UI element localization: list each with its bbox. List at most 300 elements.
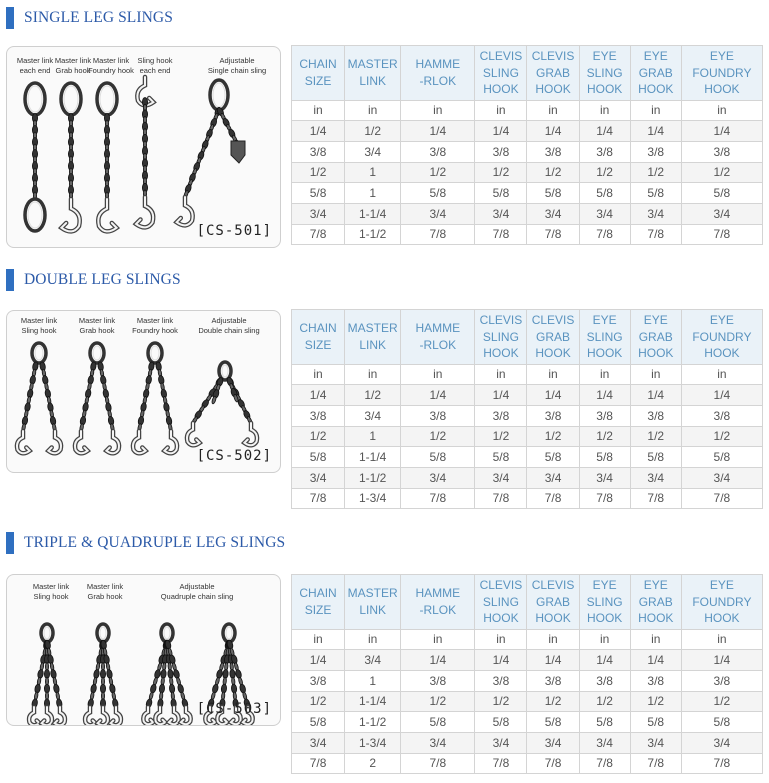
column-header xyxy=(292,310,345,365)
table-row xyxy=(292,100,763,121)
table-cell: 3/8 xyxy=(681,405,762,426)
master-link-highlight xyxy=(213,83,225,107)
table-cell: 3/4 xyxy=(527,203,579,224)
table-cell: in xyxy=(630,364,681,385)
table-cell: 5/8 xyxy=(579,447,630,468)
column-header-line: -RLOK xyxy=(419,602,457,617)
table-cell: 1/4 xyxy=(681,650,762,671)
column-header-line: GRAB xyxy=(638,329,673,344)
table-row xyxy=(292,183,763,204)
table-cell: 5/8 xyxy=(527,447,579,468)
table-cell: 1/2 xyxy=(630,691,681,712)
table-cell: 3/4 xyxy=(527,467,579,488)
table-cell: 1/2 xyxy=(630,162,681,183)
table-cell: 7/8 xyxy=(292,224,345,245)
table-row xyxy=(292,670,763,691)
column-header-line: HOOK xyxy=(535,82,571,96)
column-header-line: EYE xyxy=(643,313,668,327)
column-header xyxy=(630,575,681,630)
table-cell: 3/4 xyxy=(475,203,527,224)
table-cell: 1/2 xyxy=(475,691,527,712)
chain-link xyxy=(212,684,219,694)
master-link-highlight xyxy=(93,346,101,360)
table-row xyxy=(292,426,763,447)
column-header-line: HAMME xyxy=(415,586,461,601)
table-cell: 7/8 xyxy=(630,224,681,245)
column-header-line: CLEVIS xyxy=(479,578,523,592)
section-title xyxy=(6,268,181,292)
table-cell: 3/8 xyxy=(292,405,345,426)
column-header-line: CHAIN xyxy=(299,586,337,601)
table-cell: in xyxy=(345,629,401,650)
table-cell: 1-3/4 xyxy=(345,732,401,753)
table-cell: 3/8 xyxy=(527,670,579,691)
hook-highlight xyxy=(85,707,95,725)
table-cell: in xyxy=(579,629,630,650)
column-header-line: HOOK xyxy=(586,346,623,360)
spec-table xyxy=(291,45,763,245)
column-header-line: GRAB xyxy=(536,65,571,80)
illustration-label: Double chain sling xyxy=(198,326,260,335)
product-code: [CS-503] xyxy=(196,701,272,717)
table-cell: 7/8 xyxy=(401,753,475,774)
table-cell: 3/8 xyxy=(401,670,475,691)
table-row xyxy=(292,121,763,142)
table-cell: 7/8 xyxy=(579,753,630,774)
table-cell: in xyxy=(401,364,475,385)
table-header-row xyxy=(292,310,763,365)
column-header-line: SIZE xyxy=(304,337,332,352)
table-cell: 1/4 xyxy=(292,650,345,671)
illustration-label: Foundry hook xyxy=(132,326,178,335)
table-row xyxy=(292,488,763,509)
table-cell: 1/4 xyxy=(527,385,579,406)
table-cell: 3/4 xyxy=(292,732,345,753)
table-cell: 1 xyxy=(345,183,401,204)
table-cell: 3/8 xyxy=(527,405,579,426)
hook-highlight xyxy=(187,423,200,445)
column-header-line: HOOK xyxy=(483,346,519,360)
table-cell: 1/4 xyxy=(630,121,681,142)
master-link-highlight xyxy=(28,202,42,228)
table-cell: 1/2 xyxy=(527,691,579,712)
column-header-line: HAMME xyxy=(415,321,461,336)
title-accent-bar xyxy=(6,7,14,29)
table-cell: 1/4 xyxy=(401,385,475,406)
table-row xyxy=(292,405,763,426)
grab-hook xyxy=(231,141,245,163)
section-title-text: SINGLE LEG SLINGS xyxy=(24,9,173,26)
chain-link xyxy=(216,669,223,679)
master-link-highlight xyxy=(151,346,159,360)
illustration-label: each end xyxy=(139,66,171,75)
table-row xyxy=(292,162,763,183)
table-cell: in xyxy=(475,100,527,121)
table-cell: in xyxy=(579,100,630,121)
table-cell: 3/4 xyxy=(681,203,762,224)
table-cell: 1/4 xyxy=(681,121,762,142)
column-header xyxy=(292,575,345,630)
table-cell: in xyxy=(475,629,527,650)
table-cell: 3/4 xyxy=(681,732,762,753)
master-link-highlight xyxy=(164,627,170,639)
column-header-line: EYE xyxy=(709,578,734,592)
illustration-label: Master link xyxy=(78,316,116,325)
column-header-line: LINK xyxy=(359,337,386,352)
table-cell: 5/8 xyxy=(292,183,345,204)
column-header xyxy=(345,575,401,630)
table-cell: 1/4 xyxy=(475,650,527,671)
table-cell: 5/8 xyxy=(475,447,527,468)
table-cell: 1/2 xyxy=(527,426,579,447)
column-header-line: HOOK xyxy=(586,82,623,96)
table-cell: 1 xyxy=(345,162,401,183)
column-header xyxy=(401,310,475,365)
column-header-line: HOOK xyxy=(638,82,674,96)
table-row xyxy=(292,447,763,468)
column-header xyxy=(630,310,681,365)
table-cell: 1/2 xyxy=(475,162,527,183)
table-cell: 7/8 xyxy=(475,753,527,774)
hook-highlight xyxy=(17,431,30,453)
table-row xyxy=(292,629,763,650)
table-cell: 5/8 xyxy=(401,712,475,733)
column-header xyxy=(475,310,527,365)
table-cell: 3/8 xyxy=(681,141,762,162)
hook-highlight xyxy=(75,431,88,453)
table-cell: 5/8 xyxy=(527,712,579,733)
column-header-line: EYE xyxy=(592,578,617,592)
chain-link xyxy=(150,684,157,694)
column-header-line: CLEVIS xyxy=(479,313,523,327)
hook-highlight xyxy=(106,431,119,453)
table-cell: 3/4 xyxy=(475,467,527,488)
illustration-label: Grab hook xyxy=(79,326,115,335)
spec-table xyxy=(291,309,763,509)
table-cell: 1/2 xyxy=(401,426,475,447)
table-row xyxy=(292,467,763,488)
illustration-label: Master link xyxy=(92,56,130,65)
title-accent-bar xyxy=(6,532,14,554)
illustration-label: Adjustable xyxy=(219,56,255,65)
column-header-line: MASTER xyxy=(347,57,398,72)
table-cell: in xyxy=(401,629,475,650)
hook-highlight xyxy=(169,707,179,724)
column-header xyxy=(345,310,401,365)
chain-link xyxy=(235,669,242,679)
table-cell: 3/4 xyxy=(401,732,475,753)
table-cell: 1/4 xyxy=(401,121,475,142)
table-cell: 7/8 xyxy=(475,488,527,509)
illustration-label: Master link xyxy=(20,316,58,325)
hook-highlight xyxy=(111,707,121,725)
table-cell: 3/8 xyxy=(401,405,475,426)
table-cell: in xyxy=(630,100,681,121)
column-header-line: LINK xyxy=(359,73,386,88)
column-header-line: -RLOK xyxy=(419,73,457,88)
table-cell: in xyxy=(630,629,681,650)
table-cell: in xyxy=(292,100,345,121)
table-cell: 3/4 xyxy=(579,203,630,224)
table-cell: 3/4 xyxy=(630,467,681,488)
table-cell: 1/2 xyxy=(292,691,345,712)
hook-highlight xyxy=(98,707,108,725)
table-cell: 1/2 xyxy=(401,691,475,712)
table-cell: 1/2 xyxy=(345,121,401,142)
table-cell: in xyxy=(527,364,579,385)
table-cell: 3/8 xyxy=(579,670,630,691)
table-cell: 5/8 xyxy=(681,712,762,733)
table-cell: 1-1/4 xyxy=(345,203,401,224)
table-cell: 1/4 xyxy=(579,385,630,406)
table-cell: in xyxy=(292,364,345,385)
table-row xyxy=(292,385,763,406)
column-header-line: HOOK xyxy=(586,611,623,625)
illustration-label: Grab hook xyxy=(55,66,91,75)
spec-table xyxy=(291,574,763,774)
table-cell: 7/8 xyxy=(681,488,762,509)
table-row xyxy=(292,203,763,224)
table-cell: 3/4 xyxy=(527,732,579,753)
table-cell: 3/8 xyxy=(630,405,681,426)
column-header xyxy=(527,310,579,365)
chain-link xyxy=(177,684,184,694)
table-cell: 3/8 xyxy=(681,670,762,691)
column-header-line: SLING xyxy=(586,65,623,80)
column-header-line: HAMME xyxy=(415,57,461,72)
column-header xyxy=(681,310,762,365)
table-cell: 1/2 xyxy=(579,691,630,712)
table-cell: 3/8 xyxy=(292,141,345,162)
table-cell: 3/8 xyxy=(579,405,630,426)
column-header-line: FOUNDRY xyxy=(692,65,752,80)
column-header-line: HOOK xyxy=(638,611,674,625)
table-cell: 3/4 xyxy=(630,203,681,224)
table-cell: 1-1/4 xyxy=(345,447,401,468)
table-row xyxy=(292,364,763,385)
table-cell: 1/4 xyxy=(475,121,527,142)
table-cell: 3/4 xyxy=(681,467,762,488)
table-cell: 3/4 xyxy=(401,467,475,488)
column-header-line: HOOK xyxy=(483,611,519,625)
column-header-line: CHAIN xyxy=(299,321,337,336)
column-header-line: SLING xyxy=(482,594,519,609)
table-row xyxy=(292,753,763,774)
illustration-label: Master link xyxy=(136,316,174,325)
table-cell: 5/8 xyxy=(579,712,630,733)
hook-highlight xyxy=(244,423,257,445)
sling-illustration xyxy=(6,574,281,726)
illustration-label: Master link xyxy=(32,582,70,591)
section-title xyxy=(6,531,285,555)
table-cell: 7/8 xyxy=(630,488,681,509)
sling-illustration xyxy=(6,310,281,473)
table-cell: in xyxy=(681,364,762,385)
column-header-line: GRAB xyxy=(536,329,571,344)
column-header-line: FOUNDRY xyxy=(692,329,752,344)
table-cell: 1/2 xyxy=(579,426,630,447)
master-link-highlight xyxy=(226,627,232,639)
table-cell: 3/8 xyxy=(401,141,475,162)
table-row xyxy=(292,224,763,245)
master-link-highlight xyxy=(28,86,42,112)
table-cell: in xyxy=(475,364,527,385)
table-cell: 3/4 xyxy=(292,467,345,488)
table-cell: 1/4 xyxy=(579,650,630,671)
table-cell: 1/2 xyxy=(475,426,527,447)
table-cell: in xyxy=(527,100,579,121)
table-cell: 1 xyxy=(345,426,401,447)
hook-highlight xyxy=(55,707,65,725)
product-code: [CS-501] xyxy=(196,223,272,239)
table-cell: 7/8 xyxy=(527,753,579,774)
hook-highlight xyxy=(164,431,177,453)
column-header xyxy=(527,575,579,630)
master-link-highlight xyxy=(100,627,106,639)
table-header-row xyxy=(292,46,763,101)
column-header-line: GRAB xyxy=(536,594,571,609)
table-cell: 3/8 xyxy=(475,141,527,162)
column-header-line: GRAB xyxy=(638,65,673,80)
table-cell: 1-1/2 xyxy=(345,467,401,488)
column-header-line: MASTER xyxy=(347,321,398,336)
column-header-line: CLEVIS xyxy=(531,313,575,327)
table-cell: 3/4 xyxy=(475,732,527,753)
section-title-text: TRIPLE & QUADRUPLE LEG SLINGS xyxy=(24,534,286,551)
table-cell: 5/8 xyxy=(475,183,527,204)
column-header-line: HOOK xyxy=(483,82,519,96)
hook-highlight xyxy=(133,431,146,453)
column-header-line: HOOK xyxy=(535,611,571,625)
hook-highlight xyxy=(29,707,39,725)
column-header-line: CHAIN xyxy=(299,57,337,72)
illustration-label: Foundry hook xyxy=(88,66,134,75)
table-cell: in xyxy=(292,629,345,650)
table-cell: 1/4 xyxy=(475,385,527,406)
table-cell: 3/4 xyxy=(345,405,401,426)
chain-link xyxy=(239,684,246,694)
hook-highlight xyxy=(155,707,165,724)
column-header-line: SLING xyxy=(586,594,623,609)
table-cell: 1/2 xyxy=(292,162,345,183)
table-cell: 5/8 xyxy=(401,447,475,468)
illustration-label: Quadruple chain sling xyxy=(160,592,234,601)
master-link-highlight xyxy=(44,627,50,639)
table-cell: 5/8 xyxy=(401,183,475,204)
table-cell: in xyxy=(681,629,762,650)
table-cell: 1/4 xyxy=(401,650,475,671)
table-cell: 3/4 xyxy=(401,203,475,224)
table-cell: 5/8 xyxy=(579,183,630,204)
table-cell: 1/4 xyxy=(527,650,579,671)
illustration-label: Sling hook xyxy=(137,56,173,65)
column-header-line: CLEVIS xyxy=(479,49,523,63)
column-header xyxy=(579,46,630,101)
table-cell: 5/8 xyxy=(630,447,681,468)
column-header xyxy=(475,575,527,630)
column-header xyxy=(345,46,401,101)
table-cell: 1/4 xyxy=(630,650,681,671)
column-header-line: LINK xyxy=(359,602,386,617)
table-cell: 7/8 xyxy=(527,488,579,509)
table-cell: 7/8 xyxy=(527,224,579,245)
table-cell: 7/8 xyxy=(630,753,681,774)
table-cell: in xyxy=(681,100,762,121)
column-header xyxy=(475,46,527,101)
illustration-label: each end xyxy=(19,66,51,75)
section-title xyxy=(6,6,173,30)
chain-link xyxy=(173,669,180,679)
table-row xyxy=(292,732,763,753)
table-cell: 5/8 xyxy=(630,183,681,204)
table-cell: 1/4 xyxy=(292,385,345,406)
column-header-line: GRAB xyxy=(638,594,673,609)
table-cell: 1-1/2 xyxy=(345,712,401,733)
table-cell: 1-3/4 xyxy=(345,488,401,509)
column-header-line: EYE xyxy=(643,49,668,63)
table-cell: 1/2 xyxy=(527,162,579,183)
table-cell: in xyxy=(401,100,475,121)
column-header xyxy=(630,46,681,101)
column-header xyxy=(681,46,762,101)
table-cell: 3/8 xyxy=(475,405,527,426)
table-cell: 3/8 xyxy=(292,670,345,691)
column-header-line: -RLOK xyxy=(419,337,457,352)
table-row xyxy=(292,691,763,712)
table-cell: 3/8 xyxy=(475,670,527,691)
sling-drawing xyxy=(7,47,281,248)
table-cell: 7/8 xyxy=(475,224,527,245)
title-accent-bar xyxy=(6,269,14,291)
column-header-line: SLING xyxy=(482,329,519,344)
column-header-line: EYE xyxy=(592,49,617,63)
table-cell: 5/8 xyxy=(292,447,345,468)
table-cell: 5/8 xyxy=(292,712,345,733)
table-cell: 1/2 xyxy=(681,162,762,183)
column-header xyxy=(401,46,475,101)
table-cell: 1/4 xyxy=(681,385,762,406)
hook-highlight xyxy=(181,707,191,724)
illustration-label: Master link xyxy=(54,56,92,65)
table-cell: 1-1/2 xyxy=(345,224,401,245)
table-cell: 3/4 xyxy=(292,203,345,224)
table-cell: 3/8 xyxy=(630,141,681,162)
master-link-highlight xyxy=(35,346,43,360)
table-cell: 7/8 xyxy=(681,753,762,774)
table-cell: 1/2 xyxy=(681,691,762,712)
column-header xyxy=(579,575,630,630)
master-link-highlight xyxy=(64,86,78,112)
table-cell: 7/8 xyxy=(401,224,475,245)
column-header-line: SIZE xyxy=(304,73,332,88)
illustration-label: Adjustable xyxy=(179,582,215,591)
table-cell: 5/8 xyxy=(475,712,527,733)
table-cell: 7/8 xyxy=(292,488,345,509)
table-cell: 7/8 xyxy=(681,224,762,245)
table-cell: 3/4 xyxy=(345,141,401,162)
column-header-line: HOOK xyxy=(704,611,740,625)
column-header-line: EYE xyxy=(643,578,668,592)
column-header-line: SLING xyxy=(482,65,519,80)
table-cell: in xyxy=(345,100,401,121)
table-cell: 5/8 xyxy=(630,712,681,733)
column-header-line: CLEVIS xyxy=(531,578,575,592)
illustration-label: Single chain sling xyxy=(207,66,267,75)
table-cell: 7/8 xyxy=(579,488,630,509)
table-cell: 1/2 xyxy=(345,385,401,406)
chain-link xyxy=(154,669,161,679)
column-header-line: EYE xyxy=(592,313,617,327)
